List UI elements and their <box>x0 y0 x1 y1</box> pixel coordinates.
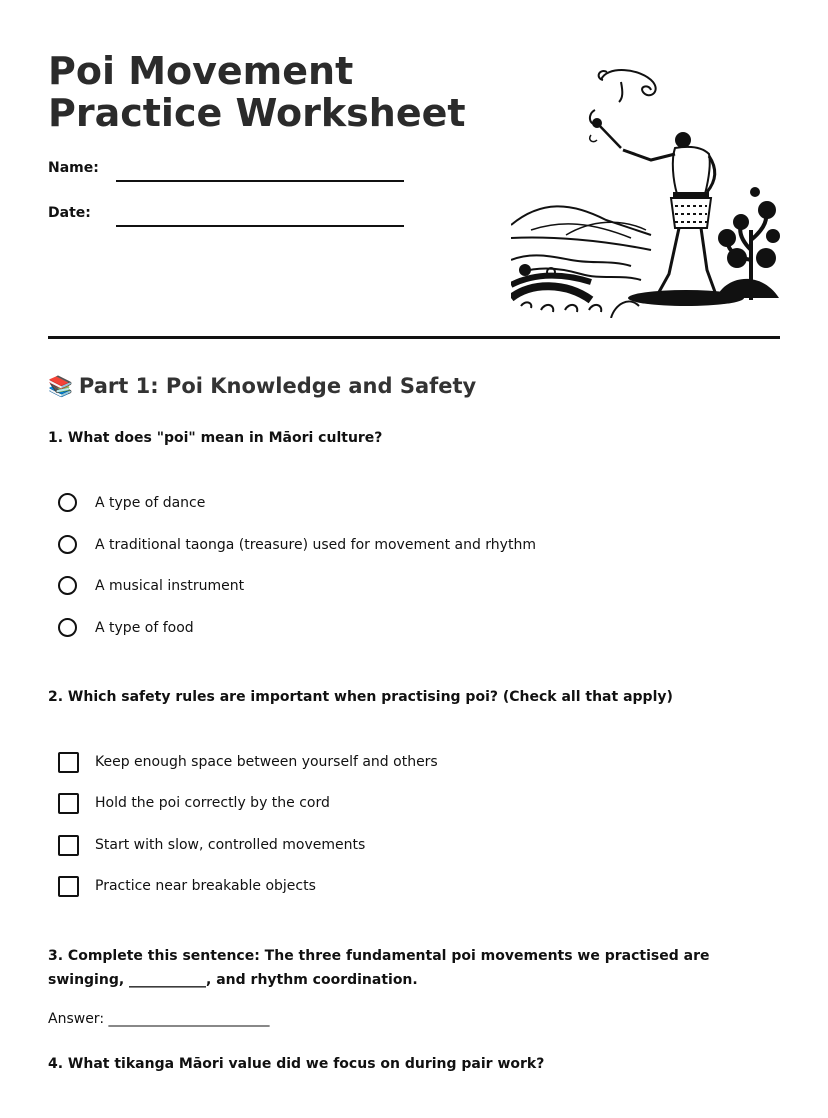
q2-option-4[interactable] <box>58 876 658 902</box>
header-divider <box>48 336 780 339</box>
date-line[interactable] <box>116 225 404 227</box>
q2-option-3[interactable] <box>58 835 658 861</box>
radio-circle[interactable] <box>58 535 77 554</box>
q2-option-label: Hold the poi correctly by the cord <box>95 795 330 811</box>
q2-option-label: Keep enough space between yourself and others <box>95 754 438 770</box>
name-line[interactable] <box>116 180 404 182</box>
q2-option-label: Start with slow, controlled movements <box>95 837 366 853</box>
q1-option-label: A musical instrument <box>95 578 245 594</box>
checkbox[interactable] <box>58 793 79 814</box>
poi-dancer-illustration <box>511 60 781 318</box>
question-4: 4. What tikanga Māori value did we focus on during pair work? <box>48 1056 545 1072</box>
q1-option-3[interactable] <box>58 576 658 602</box>
checkbox[interactable] <box>58 752 79 773</box>
question-3: 3. Complete this sentence: The three fundamental poi movements we practised are swinging, ___________, and rhythm coordination. <box>48 948 710 988</box>
name-label: Name: <box>48 160 99 176</box>
q2-option-label: Practice near breakable objects <box>95 878 316 894</box>
q1-option-2[interactable] <box>58 535 658 561</box>
checkbox[interactable] <box>58 835 79 856</box>
page-title: Poi Movement Practice Worksheet <box>48 49 466 135</box>
q1-option-label: A type of dance <box>95 495 206 511</box>
radio-circle[interactable] <box>58 576 77 595</box>
q2-option-2[interactable] <box>58 793 658 819</box>
date-field-row <box>48 205 408 235</box>
name-field-row <box>48 160 408 190</box>
books-icon: 📚 <box>48 374 73 398</box>
part1-title: Part 1: Poi Knowledge and Safety <box>78 374 477 398</box>
q3-answer-field[interactable]: Answer: _______________________ <box>48 1011 270 1027</box>
worksheet-page <box>48 0 780 1118</box>
date-label: Date: <box>48 205 91 221</box>
radio-circle[interactable] <box>58 618 77 637</box>
q1-option-label: A type of food <box>95 620 194 636</box>
q1-option-4[interactable] <box>58 618 658 644</box>
question-1: 1. What does "poi" mean in Māori culture? <box>48 430 383 446</box>
question-2: 2. Which safety rules are important when practising poi? (Check all that apply) <box>48 689 673 705</box>
checkbox[interactable] <box>58 876 79 897</box>
part1-heading <box>48 374 476 398</box>
q1-option-label: A traditional taonga (treasure) used for movement and rhythm <box>95 537 536 553</box>
q2-option-1[interactable] <box>58 752 658 778</box>
radio-circle[interactable] <box>58 493 77 512</box>
q1-option-1[interactable] <box>58 493 658 519</box>
